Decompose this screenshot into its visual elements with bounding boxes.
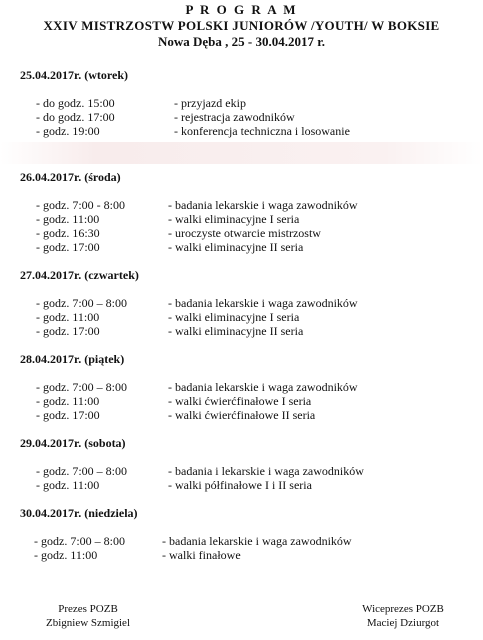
schedule-time: - godz. 7:00 - 8:00 <box>36 198 125 212</box>
schedule-event: - badania lekarskie i waga zawodników <box>168 380 358 394</box>
schedule-event: - uroczyste otwarcie mistrzostw <box>168 226 321 240</box>
location-dates: Nowa Dęba , 25 - 30.04.2017 r. <box>157 34 326 49</box>
schedule-time: - godz. 7:00 – 8:00 <box>36 380 127 394</box>
signature-name: Maciej Dziurgot <box>366 617 440 629</box>
schedule-time: - godz. 16:30 <box>36 226 100 240</box>
signature-name: Zbigniew Szmigiel <box>45 617 130 629</box>
signature-role: Prezes POZB <box>58 603 118 615</box>
schedule-event: - badania lekarskie i waga zawodników <box>168 296 358 310</box>
schedule-time: - godz. 11:00 <box>36 478 100 492</box>
schedule-time: - godz. 7:00 – 8:00 <box>34 534 125 548</box>
schedule-event: - walki eliminacyjne II seria <box>168 240 304 254</box>
championship-title: XXIV MISTRZOSTW POLSKI JUNIORÓW /YOUTH/ W BOKSIE <box>43 18 440 33</box>
schedule-event: - walki finałowe <box>162 548 241 562</box>
signature-role: Wiceprezes POZB <box>362 603 444 615</box>
schedule-event: - badania lekarskie i waga zawodników <box>162 534 352 548</box>
schedule-time: - godz. 7:00 – 8:00 <box>36 464 127 478</box>
day-title: 27.04.2017r. (czwartek) <box>20 268 139 282</box>
schedule-event: - przyjazd ekip <box>174 96 246 110</box>
schedule-event: - konferencja techniczna i losowanie <box>174 124 350 138</box>
day-title: 29.04.2017r. (sobota) <box>20 436 126 450</box>
day-title: 26.04.2017r. (środa) <box>20 170 121 184</box>
schedule-time: - do godz. 17:00 <box>36 110 115 124</box>
schedule-event: - badania i lekarskie i waga zawodników <box>168 464 364 478</box>
schedule-time: - godz. 11:00 <box>34 548 98 562</box>
signature-right <box>338 602 468 630</box>
schedule-event: - walki eliminacyjne II seria <box>168 324 304 338</box>
schedule-event: - walki ćwierćfinałowe I seria <box>168 394 312 408</box>
day-title: 28.04.2017r. (piątek) <box>20 352 125 366</box>
schedule-time: - godz. 11:00 <box>36 310 100 324</box>
day-title: 30.04.2017r. (niedziela) <box>20 506 138 520</box>
background-watermark-band <box>0 142 483 164</box>
document-header <box>0 2 483 50</box>
schedule-event: - walki eliminacyjne I seria <box>168 310 300 324</box>
schedule-time: - godz. 17:00 <box>36 324 100 338</box>
schedule-event: - walki ćwierćfinałowe II seria <box>168 408 316 422</box>
schedule-time: - godz. 11:00 <box>36 394 100 408</box>
program-title: P R O G R A M <box>185 2 298 17</box>
schedule-event: - rejestracja zawodników <box>174 110 295 124</box>
day-title: 25.04.2017r. (wtorek) <box>20 68 128 82</box>
schedule-time: - godz. 19:00 <box>36 124 100 138</box>
schedule-event: - walki półfinałowe I i II seria <box>168 478 312 492</box>
schedule-time: - godz. 17:00 <box>36 240 100 254</box>
schedule-time: - godz. 7:00 – 8:00 <box>36 296 127 310</box>
schedule-time: - do godz. 15:00 <box>36 96 115 110</box>
signature-left <box>28 602 148 630</box>
schedule-time: - godz. 11:00 <box>36 212 100 226</box>
schedule-time: - godz. 17:00 <box>36 408 100 422</box>
schedule-event: - badania lekarskie i waga zawodników <box>168 198 358 212</box>
schedule-event: - walki eliminacyjne I seria <box>168 212 300 226</box>
